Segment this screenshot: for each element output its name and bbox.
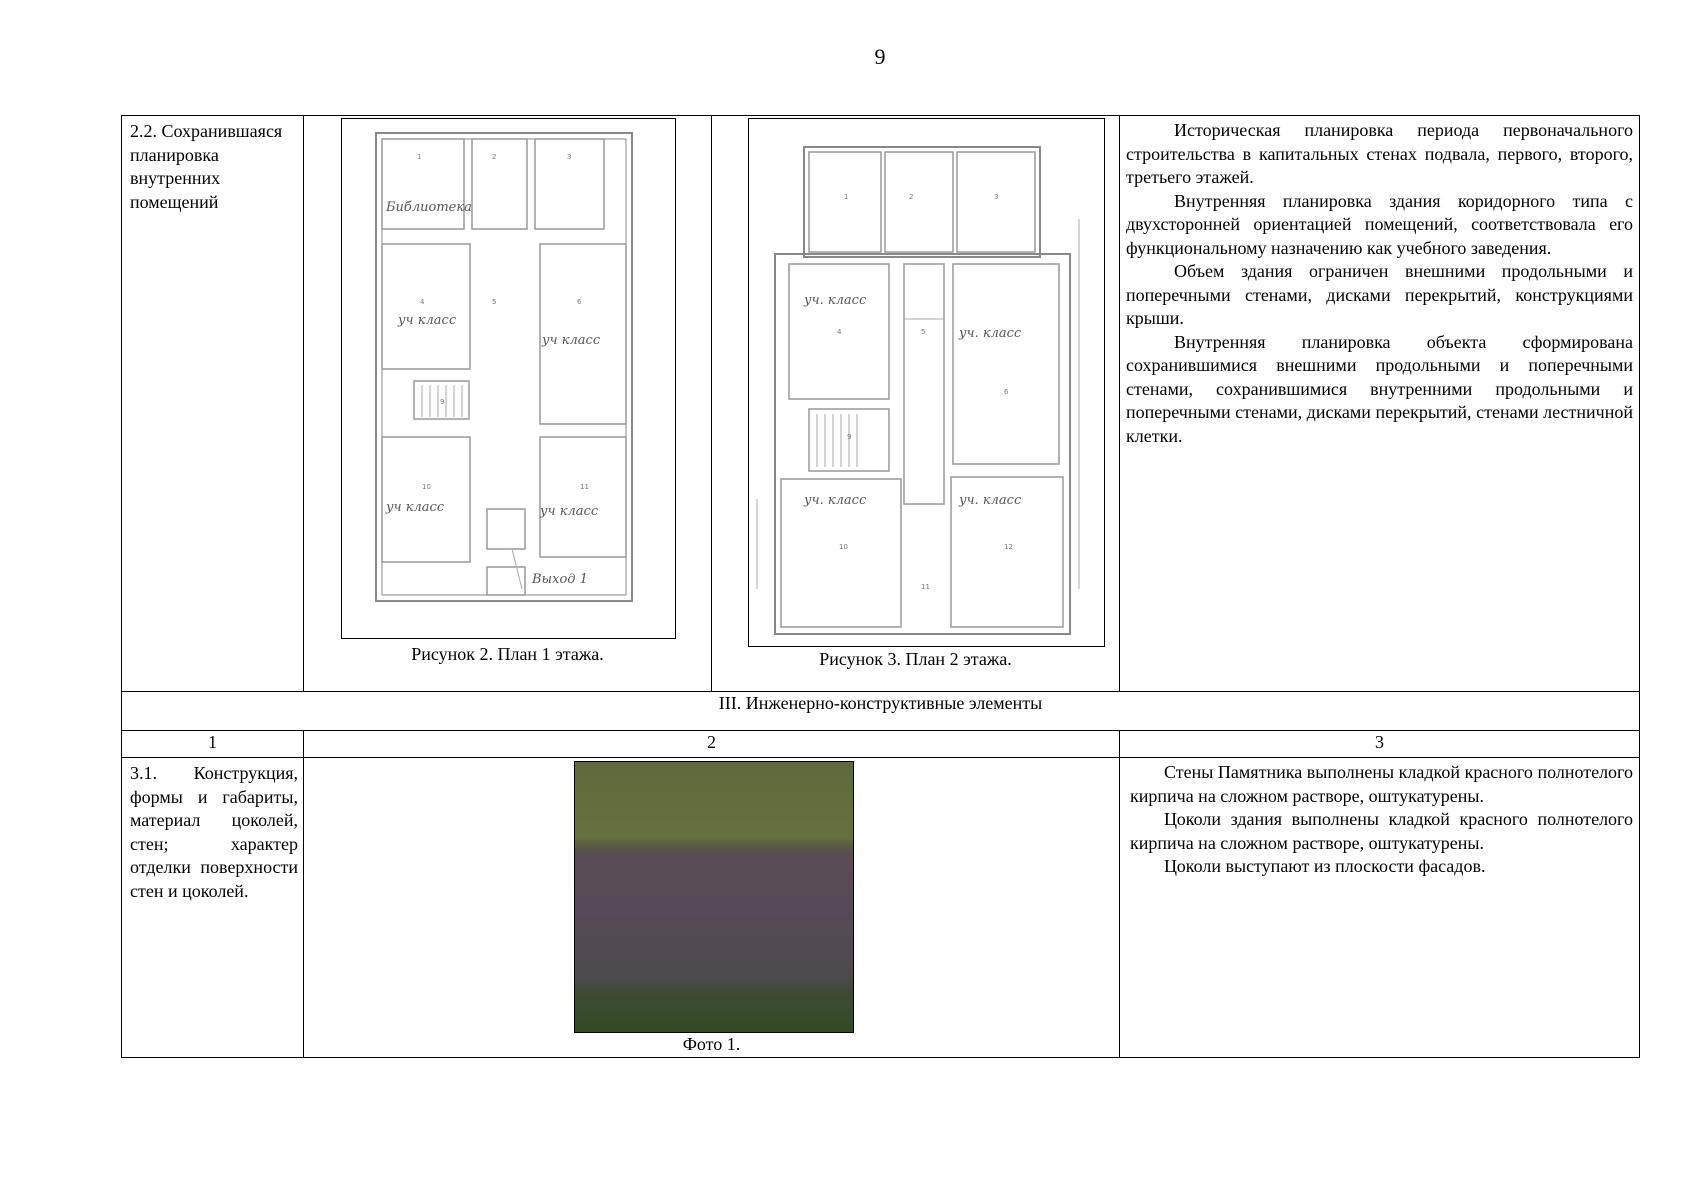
- plan-1-room-library: Библиотека: [386, 200, 472, 215]
- plan-2-room-class-b: уч. класс: [959, 326, 1022, 341]
- floor-plan-2-drawing: [749, 119, 1104, 646]
- svg-text:3: 3: [994, 193, 999, 201]
- plan-1-room-class-a: уч класс: [398, 313, 457, 328]
- svg-text:2: 2: [909, 193, 914, 201]
- svg-text:9: 9: [847, 433, 852, 441]
- page-number: 9: [874, 44, 886, 69]
- svg-text:4: 4: [420, 298, 425, 306]
- row-3-1-label-cell: [122, 758, 304, 1058]
- svg-text:4: 4: [837, 328, 842, 336]
- plan-2-room-class-c: уч. класс: [804, 493, 867, 508]
- plan-2-room-class-a: уч. класс: [804, 293, 867, 308]
- svg-text:12: 12: [1004, 543, 1013, 551]
- row-2-2-label-cell: [122, 116, 304, 692]
- row-3-1-label: 3.1. Конструкция, формы и габариты, материал цоколей, стен; характер отделки поверхности стен и цоколей.: [130, 763, 298, 901]
- plan-1-room-class-b: уч класс: [542, 333, 601, 348]
- floor-plan-2-image: [748, 118, 1105, 647]
- facade-plinth-photo: [574, 761, 854, 1033]
- floor-plan-1-image: [341, 118, 676, 639]
- column-number-1: 1: [122, 731, 304, 758]
- svg-text:11: 11: [921, 583, 930, 591]
- photo-1-caption: Фото 1.: [682, 1034, 741, 1054]
- row-3-1-paragraph-2: Цоколи здания выполнены кладкой красного полнотелого кирпича на сложном растворе, оштукатурены.: [1130, 809, 1633, 853]
- section-row: [122, 692, 1640, 731]
- column-number-2: 2: [304, 731, 1120, 758]
- figure-2-caption: Рисунок 2. План 1 этажа.: [411, 644, 604, 664]
- svg-text:3: 3: [567, 153, 572, 161]
- row-2-2-paragraph-2: Внутренняя планировка здания коридорного типа с двухсторонней ориентацией помещений, соответствовала его функциональному назначению как учебного заведения.: [1126, 190, 1633, 258]
- row-2-2-paragraph-3: Объем здания ограничен внешними продольными и поперечными стенами, дисками перекрытий, конструкциями крыши.: [1126, 261, 1633, 328]
- row-2-2-paragraph-1: Историческая планировка периода первоначального строительства в капитальных стенах подвала, первого, второго, третьего этажей.: [1126, 120, 1633, 187]
- row-3-1-paragraph-1: Стены Памятника выполнены кладкой красного полнотелого кирпича на сложном растворе, оштукатурены.: [1130, 762, 1633, 806]
- floor-plan-1-drawing: [342, 119, 675, 638]
- column-number-row: [122, 731, 1640, 758]
- svg-text:10: 10: [839, 543, 848, 551]
- svg-text:9: 9: [440, 398, 445, 406]
- plan-1-cell: [304, 116, 712, 692]
- section-title: III. Инженерно-конструктивные элементы: [122, 692, 1640, 731]
- svg-text:6: 6: [1004, 388, 1009, 396]
- plan-2-room-class-d: уч. класс: [959, 493, 1022, 508]
- row-2-2-label: 2.2. Сохранившаяся планировка внутренних помещений: [130, 121, 283, 212]
- svg-text:1: 1: [844, 193, 849, 201]
- row-2-2-paragraph-4: Внутренняя планировка объекта сформирована сохранившимися внешними продольными и поперечными стенами, сохранившимися внутренними продольными и поперечными стенами, дисками перекрытий, стенами лестничной клетки.: [1126, 331, 1633, 446]
- row-2-2-description-cell: [1120, 116, 1640, 692]
- row-3-1: [122, 758, 1640, 1058]
- svg-text:5: 5: [921, 328, 926, 336]
- photo-cell: [304, 758, 1120, 1058]
- svg-text:5: 5: [492, 298, 497, 306]
- plan-1-room-class-d: уч класс: [540, 504, 599, 519]
- row-3-1-description-cell: [1120, 758, 1640, 1058]
- svg-text:10: 10: [422, 483, 431, 491]
- column-number-3: 3: [1120, 731, 1640, 758]
- monument-description-table: [121, 115, 1640, 1058]
- plan-1-exit-label: Выход 1: [532, 572, 588, 587]
- svg-text:6: 6: [577, 298, 582, 306]
- row-2-2: [122, 116, 1640, 692]
- svg-text:2: 2: [492, 153, 497, 161]
- plan-1-room-class-c: уч класс: [386, 500, 445, 515]
- svg-text:11: 11: [580, 483, 589, 491]
- plan-2-cell: [712, 116, 1120, 692]
- svg-text:1: 1: [417, 153, 422, 161]
- row-3-1-paragraph-3: Цоколи выступают из плоскости фасадов.: [1164, 856, 1486, 876]
- figure-3-caption: Рисунок 3. План 2 этажа.: [819, 649, 1012, 669]
